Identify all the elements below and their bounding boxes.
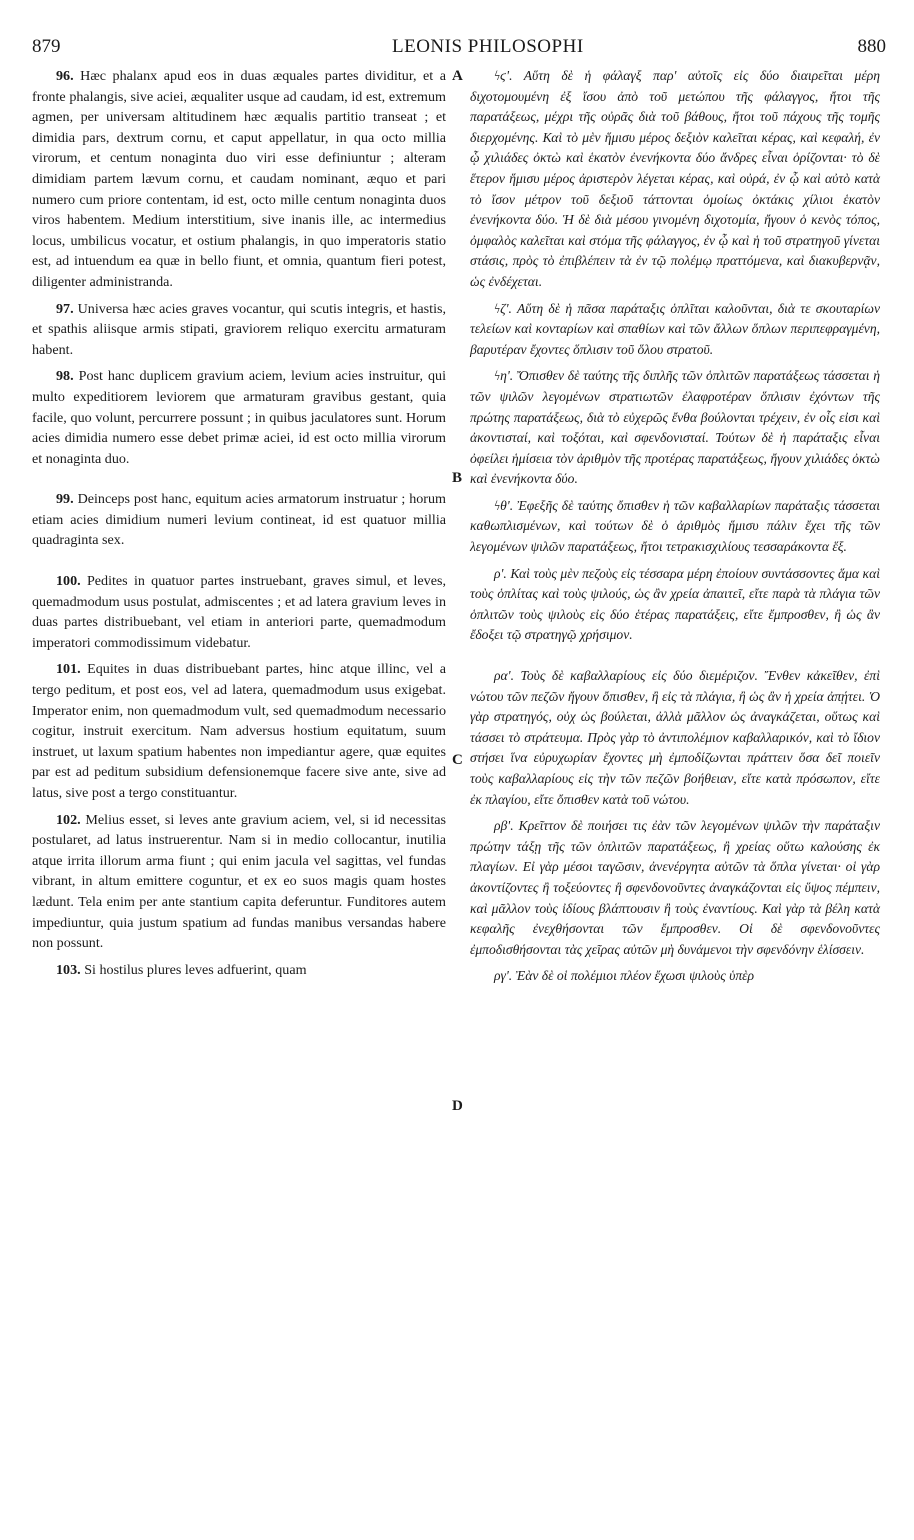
paragraph-number: ϟϛ'.	[494, 68, 513, 83]
latin-paragraph-100	[32, 571, 446, 653]
paragraph-number: 97.	[56, 300, 74, 317]
latin-paragraph-96	[32, 66, 446, 293]
paragraph-number: ϟθ'.	[494, 497, 514, 513]
paragraph-text: Deinceps post hanc, equitum acies armatorum instruatur ; horum etiam acies dimidium numeri levium contineat, id est quatuor millia quadraginta sex.	[32, 491, 446, 549]
paragraph-text: Κρεῖττον δὲ ποιήσει τις ἐὰν τῶν λεγομένων ψιλῶν τὴν παράταξιν πρώτην τάξῃ τῆς τῶν ὁπλιτῶν παρατάξεως, ἢ χρείας οὕτω καλούσης ἐκ πλαγίων. Εἰ γὰρ μέσοι ταγῶσιν, ἀνενέργητα αὐτῶν τὰ ὅπλα γίνεται· οἱ γὰρ ἀκοντίζοντες ἢ τοξεύοντες ἢ σφενδονοῦντες ἀναγκάζονται εἰς ὕψος πέμπειν, καὶ μᾶλλον τοὺς ἰδίους βλάπτουσιν ἢ τοὺς ἐναντίους. Καὶ γὰρ τὰ βέλη κατὰ κεφαλῆς ἐνεχθήσονται τῶν ἔμπροσθεν. Οἱ δὲ σφενδονοῦντες ἐμποδισθήσονται τὰς χεῖρας αὐτῶν μὴ δυνάμενοι τὴν σφενδόνην ἑλίσσειν.	[470, 818, 880, 957]
page-number-right: 880	[857, 36, 886, 57]
latin-paragraph-103	[32, 960, 446, 981]
latin-paragraph-102	[32, 810, 446, 954]
greek-column	[470, 66, 880, 993]
margin-letter-c: C	[452, 752, 463, 768]
margin-letter-a: A	[452, 68, 463, 84]
latin-paragraph-101	[32, 659, 446, 803]
paragraph-number: 98.	[56, 368, 74, 385]
paragraph-number: 101.	[56, 661, 81, 678]
paragraph-text: Καὶ τοὺς μὲν πεζοὺς εἰς τέσσαρα μέρη ἐποίουν συντάσσοντες ἅμα καὶ τοὺς ὁπλίτας καὶ τοὺς ψιλούς, ὡς ἂν χρεία ἀπαιτεῖ, εἴτε παρὰ τὰ πλάγια τῶν ὁπλιτῶν τοὺς ψιλοὺς εἰς δύο ἑτέρας παρατάξεις, εἴτε ἔμπροσθεν, ἢ ὡς ἂν ἔδοξει τῷ στρατηγῷ χρήσιμον.	[470, 565, 880, 643]
margin-letter-d: D	[452, 1098, 463, 1114]
paragraph-number: ρβ'.	[494, 818, 514, 834]
paragraph-text: Pedites in quatuor partes instruebant, graves simul, et leves, quemadmodum usus postulat, admiscentes ; et ad latera gravium leves in duas partes distribuebant, vel etiam in anteriori parte, quemadmodum imperatori commodissimum videbatur.	[32, 573, 446, 651]
paragraph-text: Αὕτη δὲ ἡ πᾶσα παράταξις ὁπλῖται καλοῦνται, διὰ τε σκουταρίων τελείων καὶ κονταρίων καὶ σπαθίων καὶ τῶν ἄλλων ὅπλων περιπεφραγμένη, βαρυτέραν ἔχοντες ὅπλισιν τοῦ ὅλου στρατοῦ.	[470, 300, 881, 357]
paragraph-text: Melius esset, si leves ante gravium aciem, vel, si id necessitas postularet, ad latus instruerentur. Nam si in medio collocantur, inutilia atque irrita illorum arma fiunt ; qui enim jacula vel sagittas, vel fundas vibrant, in altum emittere coguntur, et ex eo suos magis quam hostes lædunt. Tela enim per ante stantium capita deferuntur. Funditores autem impediuntur, quia justum spatium ad fundas manibus versandas habere non possunt.	[32, 811, 446, 952]
paragraph-text: Hæc phalanx apud eos in duas æquales partes dividitur, et a fronte phalangis, sive aciei, æqualiter usque ad caudam, id est, extremum agmen, per universam altitudinem hæc æqualis partitio transeat ; et dimidia pars, dextrum cornu, et caput appellatur, in qua octo millia virorum, et centum nonaginta duo viri esse definiuntur ; alteram dimidiam partem lævum cornu, et caudam nominant, æquo et pari numero cum priore contentam, id est, octo mille centum nonaginta duos viros habentem. Medium interstitium, sive inanis ille, ac intermedius locus, umbilicus vocatur, et ostium phalangis, in quo imperatoris statio est, ad intuendum ea quæ in bello fiunt, et omnia, quantum fieri potest, diligenter administranda.	[32, 68, 446, 290]
running-title: LEONIS PHILOSOPHI	[392, 36, 584, 57]
paragraph-number: ργ'.	[494, 968, 513, 984]
spacer	[32, 475, 446, 489]
greek-paragraph-103	[470, 966, 880, 987]
paragraph-text: Si hostilus plures leves adfuerint, quam	[84, 961, 307, 978]
paragraph-number: ϟζ'.	[494, 300, 512, 316]
greek-paragraph-98	[470, 366, 880, 490]
page-header	[32, 36, 886, 62]
margin-letter-b: B	[452, 470, 463, 486]
paragraph-text: Αὕτη δὲ ἡ φάλαγξ παρ' αὐτοῖς εἰς δύο διαιρεῖται μέρη διχοτομουμένη ἐξ ἴσου ἀπὸ τοῦ μετώπου τῆς φάλαγγος, ἤτοι τῆς παρατάξεως, μέχρι τῆς οὐρᾶς διὰ τοῦ βάθους, ἤτοι τοῦ πάχους τῆς τομῆς διερχομένης. Καὶ τὸ μὲν ἥμισυ μέρος δεξιὸν καλεῖται κέρας, καὶ κεφαλή, ἐν ᾧ χιλιάδες ὀκτὼ καὶ ἑκατὸν ἐνενήκοντα δύο ἄνδρες εἶναι ὁρίζονται· τὸ δὲ ἕτερον ἥμισυ μέρος ἀριστερὸν λέγεται κέρας, καὶ οὐρά, ἐν ᾧ καὶ αὐτὸ κατὰ τὸ ἴσον μέτρον τοῦ δεξιοῦ τάττονται ὁμοίως ὀκτάκις χίλιοι ἑκατὸν ἐνενήκοντα δύο. Ἡ δὲ διὰ μέσου γινομένη διχοτομία, ἤγουν ὁ κενὸς τόπος, ὀμφαλὸς καλεῖται καὶ στόμα τῆς φάλαγγος, ἐν ᾧ καὶ ἡ τοῦ στρατηγοῦ γίνεται στάσις, πρὸς τὸ ἐπιβλέπειν τὰ ἐν τῷ πολέμῳ πραττόμενα, καὶ διακυβερνᾷν, ὡς ἐνδέχεται.	[470, 68, 880, 289]
greek-paragraph-97	[470, 299, 880, 361]
paragraph-text: Ὄπισθεν δὲ ταύτης τῆς διπλῆς τῶν ὁπλιτῶν παρατάξεως τάσσεται ἡ τῶν ψιλῶν λεγομένων στρατιωτῶν ἐλαφροτέραν ὅπλισιν ἐχόντων τῆς πρώτης παρατάξεως, διὰ τὸ εὐχερῶς ἔνθα βούλονται τρέχειν, ἐν οἷς εἰσι καὶ ἀκοντισταί, καὶ τοξόται, καὶ σφενδονισταί. Τούτων δὲ ἡ παράταξις εἶναι ὀφείλει ἡμίσεια τὸν ἀριθμὸν τῆς προτέρας παρατάξεως, ἤγουν χιλιάδες ὀκτὼ καὶ ἐνενήκοντα δύο.	[470, 368, 880, 487]
greek-paragraph-101	[470, 666, 880, 810]
latin-paragraph-98	[32, 366, 446, 469]
spacer	[32, 557, 446, 571]
paragraph-text: Equites in duas distribuebant partes, hinc atque illinc, vel a tergo peditum, et post eos, vel ad latera, quemadmodum usus exigebat. Imperator enim, non quemadmodum vult, sed quemadmodum necessario cogitur, instruit exercitum. Nam adversus hostium equitatum, suum instruet, ut laxum spatium habentes non impediantur agere, quæ equites par est ad peditum subsidium defensionemque facere sive ante, sive ad latus, sive post a tergo constituantur.	[32, 661, 446, 801]
paragraph-text: Post hanc duplicem gravium aciem, levium acies instruitur, qui multo expeditiorem leviorem que armaturam gravibus gestant, quia facile, quo volunt, percurrere possunt ; in quibus jaculatores sunt. Horum acies dimidia numero esse debet primæ aciei, id est octo millia virorum et nonaginta duo.	[32, 368, 446, 467]
latin-column	[32, 66, 446, 986]
greek-paragraph-102	[470, 816, 880, 960]
page-number-left: 879	[32, 36, 61, 57]
latin-paragraph-99	[32, 489, 446, 551]
latin-paragraph-97	[32, 299, 446, 361]
paragraph-text: Ἐὰν δὲ οἱ πολέμιοι πλέον ἔχωσι ψιλοὺς ὑπὲρ	[515, 968, 755, 984]
paragraph-number: 100.	[56, 573, 81, 590]
spacer	[470, 652, 880, 666]
greek-paragraph-100	[470, 564, 880, 646]
paragraph-number: 96.	[56, 68, 74, 84]
paragraph-number: ρ'.	[494, 565, 507, 581]
paragraph-number: 103.	[56, 961, 81, 978]
paragraph-number: ϟη'.	[494, 368, 514, 384]
paragraph-number: ρα'.	[494, 668, 514, 684]
greek-paragraph-96	[470, 66, 880, 293]
paragraph-number: 102.	[56, 811, 81, 828]
paragraph-text: Τοὺς δὲ καβαλλαρίους εἰς δύο διεμέριζον. Ἔνθεν κἀκεῖθεν, ἐπὶ νώτου τῶν πεζῶν ἤγουν ὄπισθεν, ἢ εἰς τὰ πλάγια, ἢ ὡς ἂν ἡ χρεία ἀπῄτει. Ὁ γὰρ στρατηγός, οὐχ ὡς βούλεται, ἀλλὰ μᾶλλον ὡς ἀναγκάζεται, οὕτως καὶ τάσσει τὸ στράτευμα. Πρὸς γὰρ τὸ ἀντιπολέμιον καβαλλαρικόν, καὶ τὸ ἴδιον στήσει ἵνα εὐρυχωρίαν ἔχοντες μὴ ἐμποδίζωνται πράττειν ὅσα δεῖ ποιεῖν τοὺς καβαλλαρίους εἰς τὴν τῶν πεζῶν βοήθειαν, εἴτε κατὰ πρόσωπον, εἴτε ἐκ πλαγίου, εἴτε ὄπισθεν κατὰ τοῦ νώτου.	[470, 668, 880, 807]
paragraph-text: Ἐφεξῆς δὲ ταύτης ὄπισθεν ἡ τῶν καβαλλαρίων παράταξις τάσσεται καθωπλισμένων, καὶ τούτων δὲ ὁ ἀριθμὸς ἥμισυ πάλιν ἔχει τῆς τῶν λεγομένων ψιλῶν παρατάξεως, ἤτοι τετρακισχιλίους τεσσαράκοντα ἕξ.	[470, 497, 880, 555]
paragraph-number: 99.	[56, 491, 74, 508]
greek-paragraph-99	[470, 496, 880, 558]
paragraph-text: Universa hæc acies graves vocantur, qui scutis integris, et hastis, et spathis aliisque armis stipati, graviorem reliquo exercitu armaturam habent.	[32, 300, 447, 358]
